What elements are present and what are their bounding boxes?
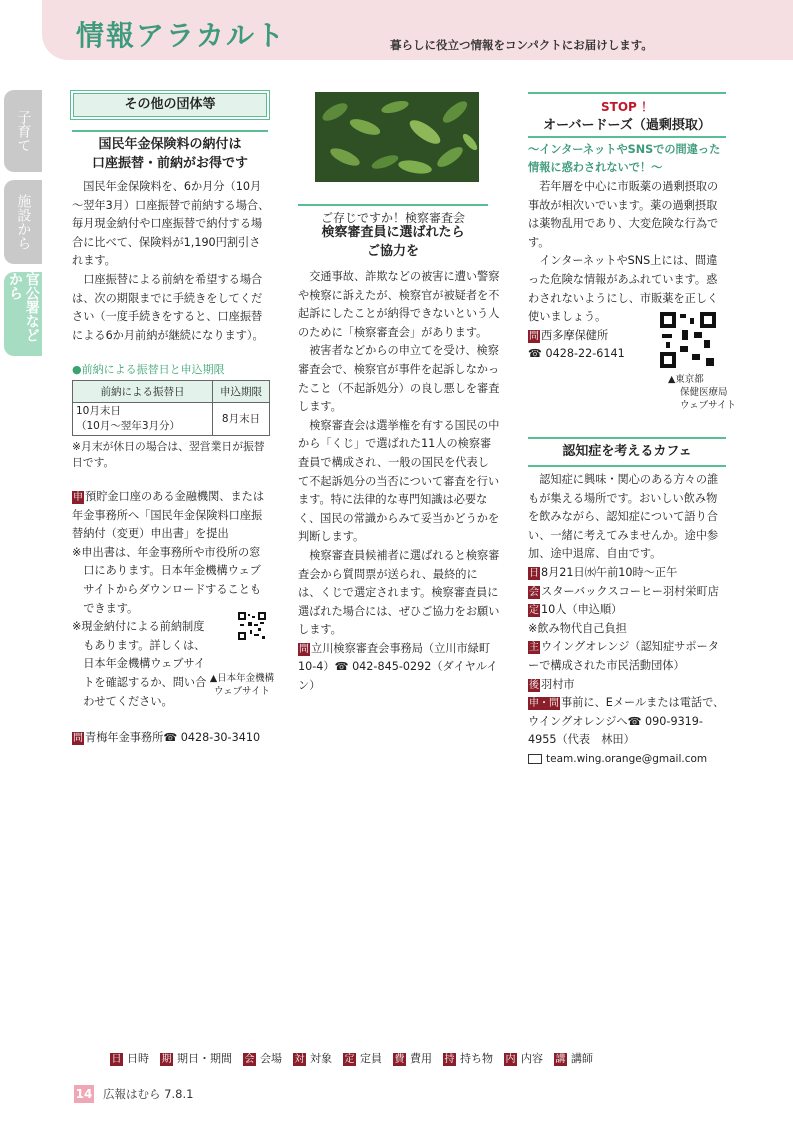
section-header-other-groups: その他の団体等 bbox=[70, 90, 270, 120]
legend-label: 日時 bbox=[127, 1052, 149, 1065]
title-line: 検察審査員に選ばれたら bbox=[321, 225, 465, 240]
page-title: 情報アラカルト bbox=[76, 19, 287, 52]
venue-badge: 会 bbox=[529, 586, 539, 598]
cell-line: （10月～翌年3月分） bbox=[76, 420, 181, 432]
paragraph: 被害者などからの申立てを受け、検察審査会で、検察官が事件を起訴しなかったこと（不起訴処分）の良し悪しを審査します。 bbox=[298, 344, 500, 414]
table-note: ※月末が休日の場合は、翌営業日が振替日です。 bbox=[72, 440, 265, 469]
side-tab-government[interactable]: 官公署など から bbox=[4, 272, 42, 356]
qr-caption-line: ウェブサイト bbox=[680, 400, 736, 411]
legend-item bbox=[393, 1052, 432, 1065]
qr-caption-line: 保健医療局 bbox=[680, 387, 728, 398]
leaf-photo bbox=[315, 92, 479, 182]
contact-line bbox=[298, 640, 500, 696]
article-title-overdose: オーバードーズ（過剰摂取） bbox=[543, 118, 711, 133]
fee-note: ※飲み物代自己負担 bbox=[528, 621, 627, 635]
legend-label: 内容 bbox=[521, 1052, 543, 1065]
qr-code-tokyo-health[interactable] bbox=[660, 312, 716, 368]
qr-code-pension[interactable] bbox=[238, 612, 266, 640]
title-line: ご協力を bbox=[366, 244, 419, 259]
table-heading-text: ●前納による振替日と申込期限 bbox=[72, 363, 225, 376]
venue-line bbox=[528, 583, 728, 620]
article-title-prosecution bbox=[298, 223, 488, 261]
stop-label: STOP ！ bbox=[528, 92, 726, 115]
paragraph: 交通事故、詐欺などの被害に遭い警察や検察に訴えたが、検察官が被疑者を不起訴にしたことが納得できないという人のために「検察審査会」があります。 bbox=[298, 270, 500, 339]
title-line: 国民年金保険料の納付は bbox=[98, 137, 242, 152]
contact-text: 立川検察審査会事務局（立川市緑町10-4）☎ 042-845-0292（ダイヤルイン） bbox=[298, 641, 498, 693]
apply-line bbox=[72, 488, 270, 544]
table-cell: 8月末日 bbox=[213, 403, 270, 436]
email-line[interactable] bbox=[528, 750, 728, 769]
qr-caption-line: ▲東京都 bbox=[668, 374, 704, 385]
legend-label: 持ち物 bbox=[460, 1052, 493, 1065]
legend-item bbox=[243, 1052, 282, 1065]
legend-item bbox=[110, 1052, 149, 1065]
legend bbox=[110, 1051, 750, 1067]
legend-key: 期 bbox=[161, 1054, 172, 1065]
legend-item bbox=[343, 1052, 382, 1065]
article-body bbox=[528, 471, 728, 769]
capacity-badge: 定 bbox=[529, 605, 539, 617]
capacity-text: 10人（申込順） bbox=[541, 603, 623, 617]
paragraph: 口座振替による前納を希望する場合は、次の期限までに手続きをしてください（一度手続きをすると、口座振替による6か月前納が継続になります）。 bbox=[72, 272, 264, 342]
paragraph: 検察審査会は選挙権を有する国民の中から「くじ」で選ばれた11人の検察審査員で構成され、一般の国民を代表して不起訴処分の当否について審査を行います。特に法律的な専門知識は必要なく、国民の常識からみて妥当かどうかを判断します。 bbox=[298, 418, 500, 544]
date-badge: 日 bbox=[529, 567, 539, 579]
contact-name: 西多摩保健所 bbox=[541, 328, 609, 342]
cell-line: 10月末日 bbox=[76, 405, 121, 417]
legend-key: 日 bbox=[111, 1054, 122, 1065]
inquiry-badge: 問 bbox=[73, 733, 83, 744]
page-subtitle: 暮らしに役立つ情報をコンパクトにお届けします。 bbox=[390, 38, 653, 52]
legend-item bbox=[504, 1052, 543, 1065]
paragraph: 国民年金保険料を、6か月分（10月～翌年3月）口座振替で前納する場合、毎月現金納付や口座振替で納付する場合に比べて、保険料が1,190円割引されます。 bbox=[72, 180, 270, 268]
organizer-badge: 主 bbox=[529, 642, 539, 654]
paragraph: 若年層を中心に市販薬の過剰摂取の事故が相次いでいます。薬の過剰摂取は薬物乱用であり、大変危険な行為です。 bbox=[528, 180, 719, 249]
paragraph: 検察審査員候補者に選ばれると検察審査会から質問票が送られ、最終的には、くじで選定されます。検察審査員に選ばれた場合には、ぜひご協力をお願いします。 bbox=[298, 548, 500, 637]
table-cell bbox=[73, 403, 213, 436]
article-title-pension bbox=[72, 130, 268, 173]
publication-info: 広報はむら 7.8.1 bbox=[103, 1087, 194, 1101]
paragraph: 認知症に興味・関心のある方々の誰もが集える場所です。おいしい飲み物を飲みながら、認知症について語り合い、一緒に考えてみませんか。途中参加、途中退席、自由です。 bbox=[528, 473, 719, 561]
legend-key: 費 bbox=[394, 1054, 405, 1065]
title-line: 口座振替・前納がお得です bbox=[91, 156, 248, 171]
side-tab-facilities[interactable]: 施設から bbox=[4, 180, 42, 264]
legend-key: 定 bbox=[344, 1054, 355, 1065]
support-line bbox=[528, 676, 728, 695]
date-line bbox=[528, 564, 728, 583]
note: ※申出書は、年金事務所や市役所の窓口にあります。日本年金機構ウェブサイトからダウンロードすることもできます。 bbox=[72, 545, 262, 615]
apply-badge: 申 bbox=[73, 492, 83, 503]
legend-key: 講 bbox=[555, 1054, 566, 1065]
side-tab-childcare[interactable]: 子育て bbox=[4, 90, 42, 172]
support-text: 羽村市 bbox=[541, 677, 575, 691]
table-header: 申込期限 bbox=[213, 381, 270, 403]
mail-icon bbox=[528, 754, 542, 764]
venue-text: スターバックスコーヒー羽村栄町店 bbox=[541, 584, 719, 598]
article-subtitle: ご存じですか！検察審査会 bbox=[298, 204, 488, 226]
support-badge: 後 bbox=[529, 679, 539, 691]
contact-tel: ☎ 0428-22-6141 bbox=[528, 347, 625, 361]
organizer-text: ウイングオレンジ（認知症サポーターで構成された市民活動団体） bbox=[528, 640, 719, 672]
legend-item bbox=[160, 1052, 232, 1065]
legend-key: 持 bbox=[444, 1054, 455, 1065]
legend-key: 対 bbox=[294, 1054, 305, 1065]
schedule-table bbox=[72, 380, 270, 436]
paragraph: インターネットやSNS上には、間違った危険な情報があふれています。惑わされないようにし、市販薬を正しく使いましょう。 bbox=[528, 254, 719, 324]
article-title-dementia-cafe: 認知症を考えるカフェ bbox=[528, 437, 726, 467]
table-header: 前納による振替日 bbox=[73, 381, 213, 403]
inquiry-badge: 問 bbox=[529, 330, 539, 342]
date-text: 8月21日㈬午前10時～正午 bbox=[541, 565, 678, 579]
apply-text: 事前に、Eメールまたは電話で、ウイングオレンジへ☎ 090-9319-4955（代表 林田） bbox=[528, 696, 725, 747]
page-number: 14 bbox=[75, 1087, 93, 1101]
legend-key: 内 bbox=[505, 1054, 516, 1065]
apply-badge: 申・問 bbox=[529, 698, 559, 710]
article-lead: ～インターネットやSNSでの間違った情報に惑わされないで！～ bbox=[528, 143, 721, 174]
organizer-line bbox=[528, 638, 728, 675]
apply-line bbox=[528, 694, 728, 750]
note: ※現金納付による前納制度もあります。詳しくは、日本年金機構ウェブサイトを確認するか、問い合わせてください。 bbox=[72, 620, 207, 708]
legend-key: 会 bbox=[244, 1054, 255, 1065]
legend-item bbox=[443, 1052, 493, 1065]
legend-label: 期日・期間 bbox=[177, 1052, 232, 1065]
article-body bbox=[298, 268, 500, 696]
qr-caption bbox=[668, 373, 746, 412]
contact-line bbox=[72, 729, 282, 748]
legend-label: 講師 bbox=[571, 1052, 593, 1065]
inquiry-badge: 問 bbox=[299, 643, 309, 655]
contact-text: 青梅年金事務所☎ 0428-30-3410 bbox=[85, 731, 261, 744]
legend-label: 会場 bbox=[260, 1052, 282, 1065]
table-heading bbox=[72, 361, 270, 377]
email-text[interactable]: team.wing.orange@gmail.com bbox=[546, 752, 708, 765]
legend-item bbox=[293, 1052, 332, 1065]
legend-label: 費用 bbox=[410, 1052, 432, 1065]
apply-text: 預貯金口座のある金融機関、または年金事務所へ「国民年金保険料口座振替納付（変更）申出書」を提出 bbox=[72, 490, 265, 541]
divider bbox=[528, 136, 726, 138]
legend-label: 対象 bbox=[310, 1052, 332, 1065]
qr-caption: ▲日本年金機構ウェブサイト bbox=[209, 673, 275, 697]
legend-item bbox=[554, 1052, 593, 1065]
legend-label: 定員 bbox=[360, 1052, 382, 1065]
article-body bbox=[72, 178, 270, 345]
